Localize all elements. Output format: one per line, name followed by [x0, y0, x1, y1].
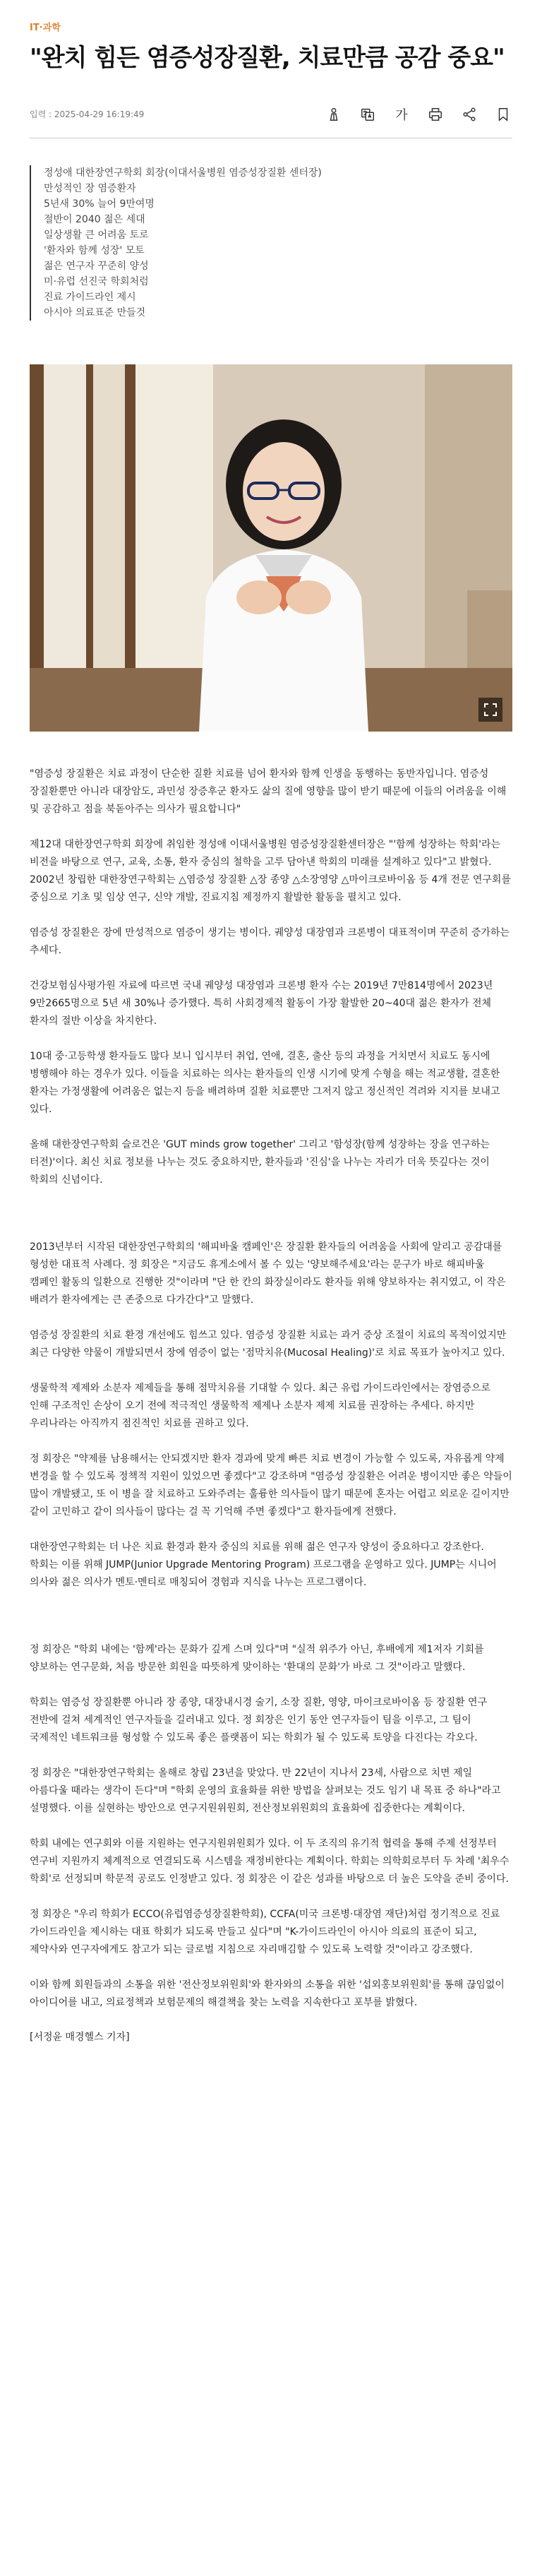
body-paragraph: 생물학적 제제와 소분자 제제들을 통해 점막치유를 기대할 수 있다. 최근 유럽 가이드라인에서는 장염증으로 인해 구조적인 손상이 오기 전에 적극적인 생물학적 제제나 소분자 제제 치료를 권장하는 추세다. 하지만 우리나라는 아직까지 점진적인 치료를 권하고 있다.: [30, 1383, 490, 1429]
category-label[interactable]: IT·과학: [30, 23, 61, 33]
article-headline: "완치 힘든 염증성장질환, 치료만큼 공감 중요": [30, 44, 505, 72]
byline: [서정윤 매경헬스 기자]: [30, 2032, 130, 2043]
summary-line: 만성적인 장 염증환자: [44, 183, 136, 194]
expand-icon[interactable]: [478, 698, 502, 722]
summary-line: 5년새 30% 늘어 9만여명: [44, 198, 155, 210]
body-paragraph: 건강보험심사평가원 자료에 따르면 국내 궤양성 대장염과 크론병 환자 수는 2019년 7만814명에서 2023년 9만2665명으로 5년 새 30%나 증가했다. 특히 사회경제적 활동이 가장 활발한 20~40대 젊은 환자가 전체 환자의 절반 이상을 차지한다.: [30, 980, 493, 1027]
interview-photo-illustration: [30, 364, 512, 732]
article-summary: [30, 165, 512, 321]
print-icon[interactable]: [426, 105, 445, 124]
body-paragraph: "염증성 장질환은 치료 과정이 단순한 질환 치료를 넘어 환자와 함께 인생을 동행하는 동반자입니다. 염증성 장질환뿐만 아니라 대장암도, 과민성 장증후군 환자도 삶의 질에 영향을 많이 받기 때문에 이들의 어려움을 이해 및 공감하고 점을 북돋아주는 의사가 필요합니다": [30, 768, 507, 815]
body-paragraph: 정 회장은 "대한장연구학회는 올해로 창립 23년을 맞았다. 만 22년이 지나서 23세, 사람으로 치면 제일 아름다울 때라는 생각이 든다"며 "학회 운영의 효율화를 위한 방법을 살펴보는 것도 임기 내 목표 중 하나"라고 설명했다. 이를 실현하는 방안으로 연구지원위원회, 전산정보위원회의 효율화에 집중한다는 계획이다.: [30, 1767, 501, 1814]
summary-line: 정성애 대한장연구학회 회장(이대서울병원 염증성장질환 센터장): [44, 167, 322, 179]
summary-line: 아시아 의료표준 만들것: [44, 307, 146, 318]
body-paragraph: 염증성 장질환은 장에 만성적으로 염증이 생기는 병이다. 궤양성 대장염과 크론병이 대표적이며 꾸준히 증가하는 추세다.: [30, 927, 510, 956]
summary-line: 일상생활 큰 어려움 토로: [44, 229, 149, 241]
bookmark-icon[interactable]: [494, 105, 512, 124]
translate-icon[interactable]: [359, 105, 377, 124]
body-paragraph: 정 회장은 "우리 학회가 ECCO(유럽염증성장질환학회), CCFA(미국 크론병·대장염 재단)처럼 정기적으로 진료 가이드라인을 제시하는 대표 학회가 되도록 만들고 싶다"며 "K-가이드라인이 아시아 의료의 표준이 되고, 제약사와 연구자에게도 참고가 되는 글로벌 지침으로 자리매김할 수 있도록 노력할 것"이라고 강조했다.: [30, 1909, 500, 1955]
article-photo: [30, 364, 512, 732]
font-size-icon[interactable]: 가: [395, 107, 408, 123]
body-paragraph: 정 회장은 "학회 내에는 '함께'라는 문화가 깊게 스며 있다"며 "실적 위주가 아닌, 후배에게 제1저자 기회를 양보하는 연구문화, 처음 방문한 회원을 따뜻하게 맞이하는 '환대의 문화'가 바로 그 것"이라고 말했다.: [30, 1644, 484, 1673]
body-paragraph: 학회 내에는 연구회와 이를 지원하는 연구지원위원회가 있다. 이 두 조직의 유기적 협력을 통해 주제 선정부터 연구비 지원까지 체계적으로 연결되도록 시스템을 재정비한다는 계획이다. 학회는 의학회로부터 두 차례 '최우수 학회'로 선정되며 학문적 공로도 인정받고 있다. 정 회장은 이 같은 성과를 바탕으로 더 높은 도약을 준비 중이다.: [30, 1838, 510, 1885]
article-meta-row: [30, 102, 512, 138]
body-paragraph: 학회는 염증성 장질환뿐 아니라 장 종양, 대장내시경 술기, 소장 질환, 영양, 마이크로바이옴 등 장질환 연구 전반에 걸쳐 세계적인 연구자들을 길러내고 있다. 정 회장은 인기 동안 연구자들이 팀을 이루고, 그 팀이 국제적인 네트워크를 형성할 수 있도록 좋은 플랫폼이 되는 학회가 될 수 있도록 토양을 다진다는 각오다.: [30, 1697, 488, 1743]
share-icon[interactable]: [460, 105, 478, 124]
body-paragraph: 올해 대한장연구학회 슬로건은 'GUT minds grow together' 그리고 '함성장(함께 성장하는 장을 연구하는 터전)'이다. 최신 치료 정보를 나누는 것도 중요하지만, 환자들과 '진심'을 나누는 자리가 더욱 뜻깊다는 것이 학회의 신념이다.: [30, 1139, 490, 1186]
summary-line: 젊은 연구자 꾸준히 양성: [44, 261, 149, 272]
summary-line: 미·유럽 선진국 학회처럼: [44, 276, 149, 287]
article-container: [0, 20, 542, 2044]
summary-line: 절반이 2040 젊은 세대: [44, 214, 145, 225]
summary-line: 진료 가이드라인 제시: [44, 292, 136, 303]
body-paragraph: 정 회장은 "약제를 남용해서는 안되겠지만 환자 경과에 맞게 빠른 치료 변경이 가능할 수 있도록, 자유롭게 약제 변경을 할 수 있도록 정책적 지원이 있었으면 좋겠다"고 강조하며 "염증성 장질환은 어려운 병이지만 좋은 약들이 많이 개발됐고, 또 이 병을 잘 치료하고 도와주려는 훌륭한 의사들이 많기 때문에 혼자는 어렵고 외로운 길이지만 같이 고민하고 같이 의사들이 많다는 걸 꼭 기억해 주면 좋겠다"고 환자들에게 전했다.: [30, 1453, 512, 1517]
body-paragraph: 염증성 장질환의 치료 환경 개선에도 힘쓰고 있다. 염증성 장질환 치료는 과거 증상 조절이 치료의 목적이었지만 최근 다양한 약물이 개발되면서 장에 염증이 없는 '점막치유(Mucosal Healing)'로 치료 목표가 높아지고 있다.: [30, 1330, 507, 1359]
body-paragraph: 이와 함께 회원들과의 소통을 위한 '전산정보위원회'와 환자와의 소통을 위한 '섭외홍보위원회'를 통해 끊임없이 아이디어를 내고, 의료정책과 보험문제의 해결책을 찾는 노력을 지속한다고 포부를 밝혔다.: [30, 1979, 505, 2008]
publish-date: 입력 : 2025-04-29 16:19:49: [30, 109, 145, 119]
body-paragraph: 제12대 대한장연구학회 회장에 취임한 정성애 이대서울병원 염증성장질환센터장은 "'함께 성장하는 학회'라는 비전을 바탕으로 연구, 교육, 소통, 환자 중심의 철학을 고루 담아낸 학회의 미래를 설계하고 있다"고 밝혔다. 2002년 창립한 대한장연구학회는 △염증성 장질환 △장 종양 △소장영양 △마이크로바이옴 등 4개 전문 연구회를 중심으로 기초 및 임상 연구, 신약 개발, 진료지침 제정까지 활발한 활동을 펼치고 있다.: [30, 839, 511, 903]
body-paragraph: 10대 중·고등학생 환자들도 많다 보니 입시부터 취업, 연애, 결혼, 출산 등의 과정을 거치면서 치료도 동시에 병행해야 하는 경우가 있다. 이들을 치료하는 의사는 환자들의 인생 시기에 맞게 수형을 해는 적교생활, 결혼한 환자는 가정생활에 어려움은 없는지 등을 배려하며 질환 치료뿐만 그저지 않고 정신적인 격려와 지지를 보내고 있다.: [30, 1051, 500, 1115]
body-paragraph: 2013년부터 시작된 대한장연구학회의 '해피바울 캠페인'은 장질환 환자들의 어려움을 사회에 알리고 공감대를 형성한 대표적 사례다. 정 회장은 "지금도 휴게소에서 볼 수 있는 '양보해주세요'라는 문구가 바로 해피바울 캠페인 활동의 일환으로 진행한 것"이라며 "단 한 칸의 화장실이라도 환자들 위해 양보하자는 취지였고, 이 작은 배려가 환자에게는 큰 존중으로 다가간다"고 말했다.: [30, 1241, 506, 1306]
reporter-icon[interactable]: [325, 105, 343, 124]
body-paragraph: 대한장연구학회는 더 나은 치료 환경과 환자 중심의 치료를 위해 젊은 연구자 양성이 중요하다고 강조한다. 학회는 이를 위해 JUMP(Junior Upgrade Mentoring Program) 프로그램을 운영하고 있다. JUMP는 시니어 의사와 젊은 의사가 멘토·멘티로 매칭되어 경험과 지식을 나누는 프로그램이다.: [30, 1542, 497, 1588]
summary-line: '환자와 함께 성장' 모토: [44, 245, 145, 256]
article-toolbar: [325, 105, 512, 124]
article-body: [30, 765, 512, 2044]
